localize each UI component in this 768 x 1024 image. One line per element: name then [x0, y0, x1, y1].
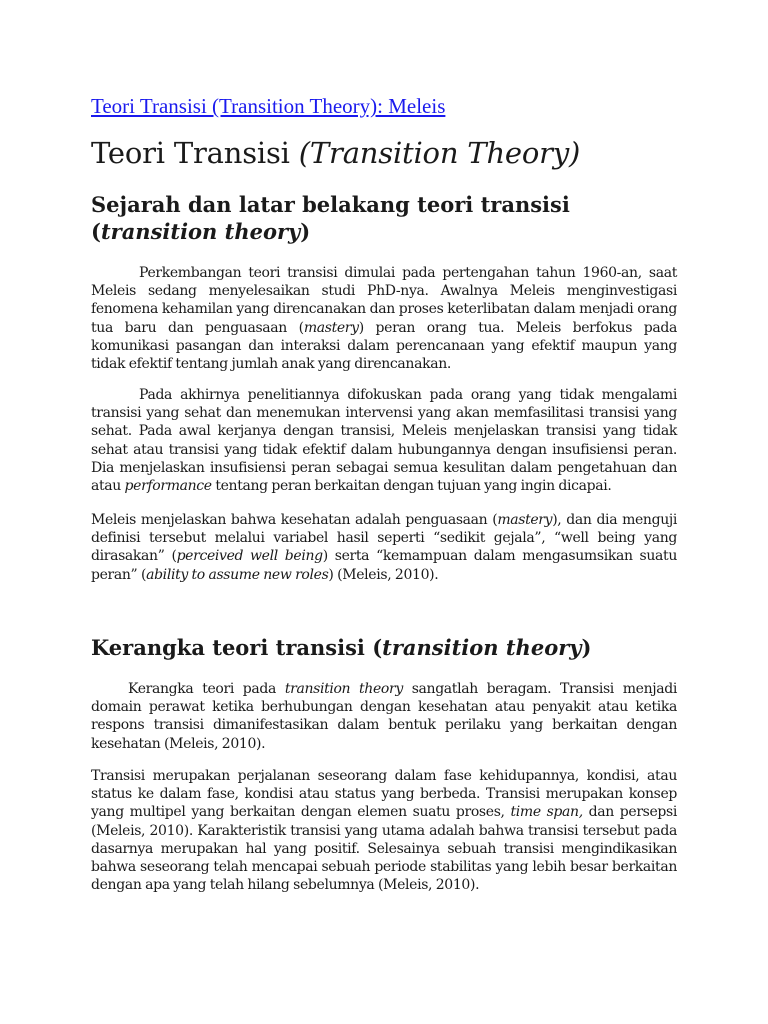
text-run: sangatlah beragam. Transisi menjadi domain perawat ketika berhubungan dengan kesehatan atau penyakit atau ketika respons transisi dimanifestasikan dalam bentuk perilaku yang berkaitan dengan kesehatan (Meleis, 2010).: [91, 681, 677, 752]
heading-text: Sejarah dan latar belakang teori transisi: [91, 192, 570, 217]
text-run: Pada akhirnya penelitiannya difokuskan pada orang yang tidak mengalami transisi yang sehat dan menemukan intervensi yang akan memfasilitasi transisi yang sehat. Pada awal kerjanya dengan transisi, Meleis menjelaskan transisi yang tidak sehat atau transisi yang tidak efektif dalam hubungannya dengan insufisiensi peran. Dia menjelaskan insufisiensi peran sebagai semua kesulitan dalam pengetahuan dan atau: [91, 387, 677, 495]
heading-open: (: [91, 219, 101, 244]
italic-run: time span,: [510, 804, 583, 821]
italic-run: performance: [124, 478, 212, 495]
italic-run: ability to assume new roles: [146, 566, 329, 583]
text-run: ), dan dia menguji definisi tersebut melalui variabel hasil seperti “sedikit gejala”, “well being yang dirasakan” (: [91, 512, 677, 565]
article-link[interactable]: Teori Transisi (Transition Theory): Meleis: [91, 94, 446, 118]
italic-run: transition theory: [284, 681, 403, 697]
text-run: dan persepsi (Meleis, 2010). Karakteristik transisi yang utama adalah bahwa transisi tersebut pada dasarnya merupakan hal yang positif. Selesainya sebuah transisi mengindikasikan bahwa seseorang telah mencapai sebuah periode stabilitas yang lebih besar berkaitan dengan apa yang telah hilang sebelumnya (Meleis, 2010).: [91, 804, 678, 894]
text-run: Perkembangan teori transisi dimulai pada pertengahan tahun 1960-an, saat Meleis sedang menyelesaikan studi PhD-nya. Awalnya Meleis menginvestigasi fenomena kehamilan yang direncanakan dan proses keterlibatan dalam menjadi orang tua baru dan penguasaan (: [91, 265, 677, 336]
heading-close: ): [300, 219, 311, 244]
paragraph-history-1: [91, 264, 677, 373]
section-heading-framework: [91, 634, 591, 661]
paragraph-framework-2: [91, 767, 677, 894]
title-italic: (Transition Theory): [298, 136, 581, 170]
heading-text: Kerangka teori transisi (: [91, 635, 383, 660]
text-run: ) (Meleis, 2010).: [328, 566, 439, 583]
italic-run: perceived well being: [176, 548, 323, 565]
italic-run: mastery: [303, 319, 359, 336]
paragraph-history-2: [91, 386, 677, 495]
page-title: [91, 136, 580, 170]
heading-italic: transition theory: [382, 635, 582, 660]
paragraph-framework-1: [91, 680, 677, 753]
text-run: tentang peran berkaitan dengan tujuan yang ingin dicapai.: [211, 478, 612, 495]
heading-italic: transition theory: [100, 219, 301, 244]
text-run: ) serta “kemampuan dalam mengasumsikan suatu peran” (: [91, 548, 677, 583]
text-run: Transisi merupakan perjalanan seseorang dalam fase kehidupannya, kondisi, atau status ke dalam fase, kondisi atau status yang berbeda. Transisi merupakan konsep yang multipel yang berkaitan dengan elemen suatu proses,: [91, 768, 677, 821]
heading-close: ): [581, 635, 592, 660]
text-run: Meleis menjelaskan bahwa kesehatan adalah penguasaan (: [91, 512, 498, 528]
italic-run: mastery: [497, 512, 553, 528]
section-heading-history: [91, 191, 570, 245]
text-run: Kerangka teori pada: [128, 681, 285, 697]
title-main: Teori Transisi: [91, 136, 299, 170]
text-run: ) peran orang tua. Meleis berfokus pada komunikasi pasangan dan interaksi dalam perencanaan yang efektif maupun yang tidak efektif tentang jumlah anak yang direncanakan.: [91, 319, 677, 373]
paragraph-history-3: [91, 511, 677, 584]
